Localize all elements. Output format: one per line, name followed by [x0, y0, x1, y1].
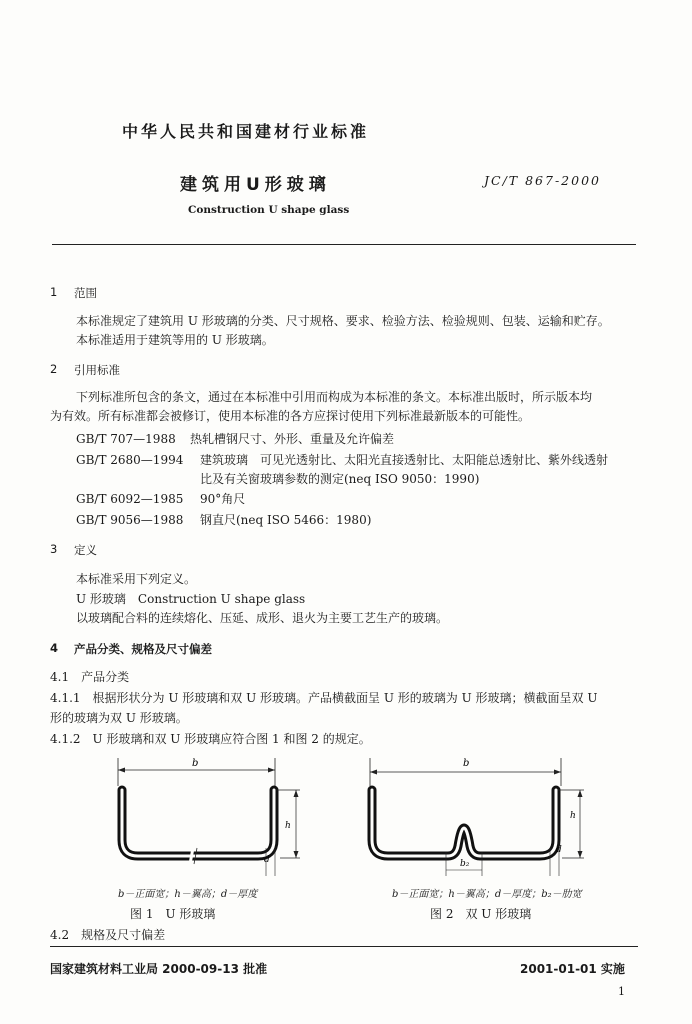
ref-code: GB/T 9056—1988 [76, 513, 184, 527]
figure-2-caption: 图 2 双 U 形玻璃 [430, 907, 532, 921]
section-2-para-1a: 下列标准所包含的条文，通过在本标准中引用而构成为本标准的条文。本标准出版时，所示版本均 [76, 390, 593, 404]
section-3-title: 定义 [74, 543, 97, 557]
fig1-label-d: d [264, 855, 270, 865]
doc-subtitle-en: Construction U shape glass [188, 204, 350, 216]
fig2-label-b2: b₂ [460, 859, 470, 869]
page-number: 1 [618, 985, 625, 998]
clause-4-1-1-line-2: 形的玻璃为双 U 形玻璃。 [50, 711, 188, 725]
section-1-number: 1 [50, 285, 58, 299]
section-3-number: 3 [50, 542, 58, 556]
approval-date: 国家建筑材料工业局 2000-09-13 批准 [50, 962, 268, 976]
figure-2-double-u-glass [350, 752, 590, 882]
ref-text: 建筑玻璃 可见光透射比、太阳光直接透射比、太阳能总透射比、紫外线透射 [200, 453, 609, 467]
section-1-title: 范围 [74, 286, 97, 300]
footer-rule [50, 946, 638, 947]
figure-1-caption: 图 1 U 形玻璃 [130, 907, 216, 921]
figure-1-legend: b－正面宽；h－翼高；d－厚度 [118, 889, 258, 900]
fig1-label-h: h [285, 821, 291, 831]
org-title: 中华人民共和国建材行业标准 [122, 122, 370, 141]
ref-code: GB/T 707—1988 [76, 432, 176, 446]
section-3-definition: 以玻璃配合料的连续熔化、压延、成形、退火为主要工艺生产的玻璃。 [76, 611, 449, 625]
effective-date: 2001-01-01 实施 [520, 962, 625, 976]
fig2-label-b: b [463, 758, 470, 769]
section-1-para-1: 本标准规定了建筑用 U 形玻璃的分类、尺寸规格、要求、检验方法、检验规则、包装、运输和贮存。 [76, 314, 610, 328]
section-2-title: 引用标准 [74, 363, 120, 377]
clause-4-1-2: 4.1.2 U 形玻璃和双 U 形玻璃应符合图 1 和图 2 的规定。 [50, 732, 371, 746]
subsection-4-1: 4.1 产品分类 [50, 670, 130, 684]
subsection-4-2: 4.2 规格及尺寸偏差 [50, 928, 166, 942]
ref-text: 钢直尺(neq ISO 5466：1980) [200, 513, 372, 527]
section-2-para-1b: 为有效。所有标准都会被修订，使用本标准的各方应探讨使用下列标准最新版本的可能性。 [50, 409, 531, 423]
ref-text: 热轧槽钢尺寸、外形、重量及允许偏差 [190, 432, 395, 446]
section-4-number: 4 [50, 641, 59, 655]
ref-code: GB/T 2680—1994 [76, 453, 184, 467]
doc-code: JC/T 867-2000 [484, 173, 601, 188]
section-2-number: 2 [50, 362, 58, 376]
figure-2-legend: b－正面宽；h－翼高；d－厚度；b₂－肋宽 [392, 889, 582, 900]
clause-4-1-1-line-1: 4.1.1 根据形状分为 U 形玻璃和双 U 形玻璃。产品横截面呈 U 形的玻璃为 U 形玻璃；横截面呈双 U [50, 691, 598, 705]
fig2-label-h: h [570, 811, 576, 821]
doc-title: 建筑用U形玻璃 [180, 175, 331, 195]
fig1-label-b: b [192, 758, 199, 769]
section-3-term: U 形玻璃 Construction U shape glass [76, 592, 306, 606]
ref-text: 90°角尺 [200, 492, 246, 506]
ref-code: GB/T 6092—1985 [76, 492, 184, 506]
section-4-title: 产品分类、规格及尺寸偏差 [74, 642, 212, 656]
ref-text-continued: 比及有关窗玻璃参数的测定(neq ISO 9050：1990) [200, 472, 480, 486]
section-1-para-2: 本标准适用于建筑等用的 U 形玻璃。 [76, 333, 274, 347]
figure-1-u-glass [100, 752, 320, 882]
section-3-para-1: 本标准采用下列定义。 [76, 572, 197, 586]
header-rule [52, 244, 636, 245]
fig2-label-d: d [556, 845, 562, 855]
